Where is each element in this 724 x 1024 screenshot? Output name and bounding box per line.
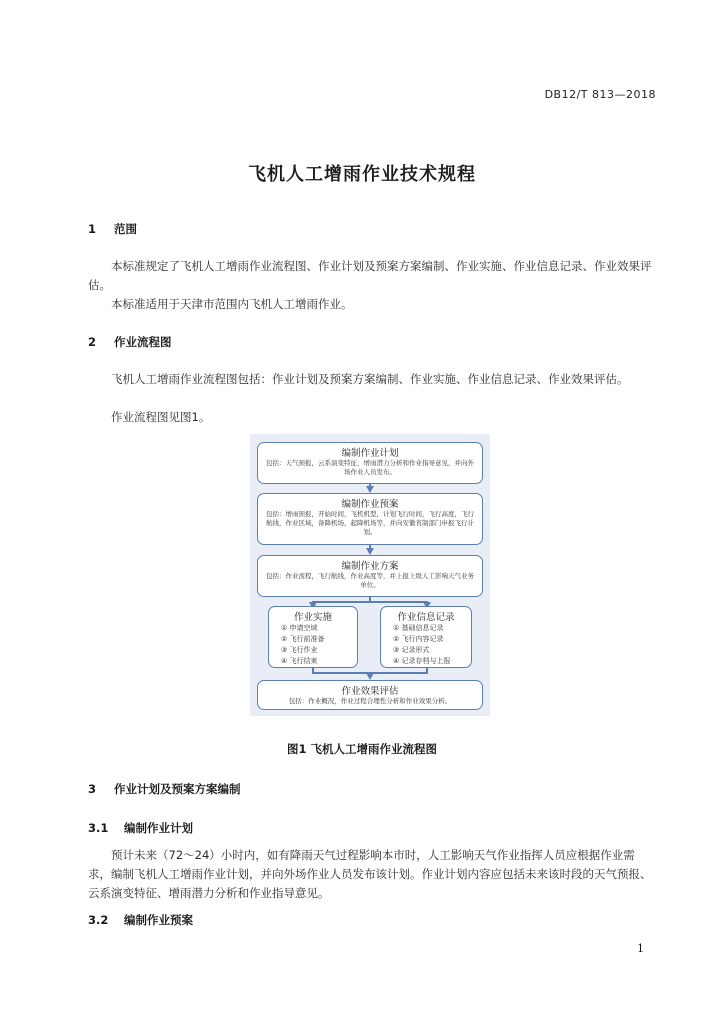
flow-box-title: 编制作业计划	[341, 448, 399, 459]
flow-list-item: ④ 飞行结束	[281, 657, 318, 665]
section-3-1-heading	[88, 820, 193, 836]
flow-box-title: 作业信息记录	[397, 612, 455, 623]
section-3-1-paragraph-1: 预计未来（72～24）小时内，如有降雨天气过程影响本市时，人工影响天气作业指挥人员应根据作业需求，编制飞机人工增雨作业计划，并向外场作业人员发布该计划。作业计划内容应包括未来该时段的天气预报、云系演变特征、增雨潜力分析和作业指导意见。	[88, 848, 652, 900]
flow-box-implementation	[268, 606, 358, 668]
arrow-down-icon	[366, 548, 374, 555]
flow-list-item: ③ 记录形式	[393, 646, 430, 654]
arrow-down-icon	[366, 673, 374, 680]
section-1-heading	[88, 221, 137, 237]
flow-box-desc: 包括：天气预报，云系演变特征，增雨潜力分析和作业指导意见，并向外场作业人员发布。	[266, 459, 474, 476]
section-number: 1	[88, 222, 97, 236]
flow-box-plan	[257, 442, 483, 484]
section-title: 编制作业计划	[124, 821, 194, 835]
flowchart	[250, 434, 490, 716]
flow-connector	[312, 601, 428, 603]
section-number: 3.1	[88, 821, 109, 835]
flow-box-prearrangement	[257, 493, 483, 545]
section-number: 3.2	[88, 913, 109, 927]
document-title: 飞机人工增雨作业技术规程	[248, 164, 476, 185]
standard-code: DB12/T 813—2018	[544, 88, 656, 101]
figure-caption: 图1 飞机人工增雨作业流程图	[286, 742, 437, 756]
flow-list-item: ④ 记录存档与上报	[393, 657, 451, 665]
flow-box-desc: 包括：作业概况，作业过程合理性分析和作业效果分析。	[288, 697, 452, 705]
flow-box-title: 作业实施	[293, 612, 332, 623]
flow-box-title: 作业效果评估	[341, 686, 399, 697]
flow-list-item: ③ 飞行作业	[281, 646, 318, 654]
section-2-heading	[88, 334, 172, 350]
flow-box-title: 编制作业方案	[341, 561, 399, 572]
section-title: 范围	[114, 222, 138, 236]
section-title: 作业流程图	[114, 335, 172, 349]
arrow-down-icon	[366, 486, 374, 493]
flow-box-scheme	[257, 555, 483, 597]
section-2-paragraph-1: 飞机人工增雨作业流程图包括：作业计划及预案方案编制、作业实施、作业信息记录、作业效果评估。	[111, 372, 629, 386]
flow-list-item: ② 飞行内容记录	[393, 635, 444, 643]
flow-list-item: ① 基础信息记录	[393, 624, 444, 632]
section-number: 2	[88, 335, 97, 349]
section-3-2-heading	[88, 912, 193, 928]
flow-box-evaluation	[257, 680, 483, 710]
section-1-paragraph-2: 本标准适用于天津市范围内飞机人工增雨作业。	[111, 297, 353, 311]
flow-box-desc: 包括：作业流程，飞行航线，作业高度等，并上报上级人工影响天气业务单位。	[266, 572, 474, 589]
flow-list-item: ② 飞行前准备	[281, 635, 325, 643]
section-title: 编制作业预案	[124, 913, 194, 927]
section-1-paragraph-1: 本标准规定了飞机人工增雨作业流程图、作业计划及预案方案编制、作业实施、作业信息记录、作业效果评估。	[88, 259, 652, 292]
flow-box-record	[380, 606, 472, 668]
section-number: 3	[88, 782, 97, 796]
flow-box-desc: 包括：增雨预报，开始时间，飞机机型，计划飞行时间，飞行高度，飞行航线，作业区域，备降机场，起降机场等，并向安徽省制部门申报飞行计划。	[266, 510, 474, 536]
section-title: 作业计划及预案方案编制	[114, 782, 241, 796]
flow-box-title: 编制作业预案	[341, 499, 399, 510]
flow-list-item: ① 申请空域	[281, 624, 318, 632]
section-2-paragraph-2: 作业流程图见图1。	[111, 410, 211, 424]
page-number: 1	[637, 942, 644, 955]
section-3-heading	[88, 781, 241, 797]
